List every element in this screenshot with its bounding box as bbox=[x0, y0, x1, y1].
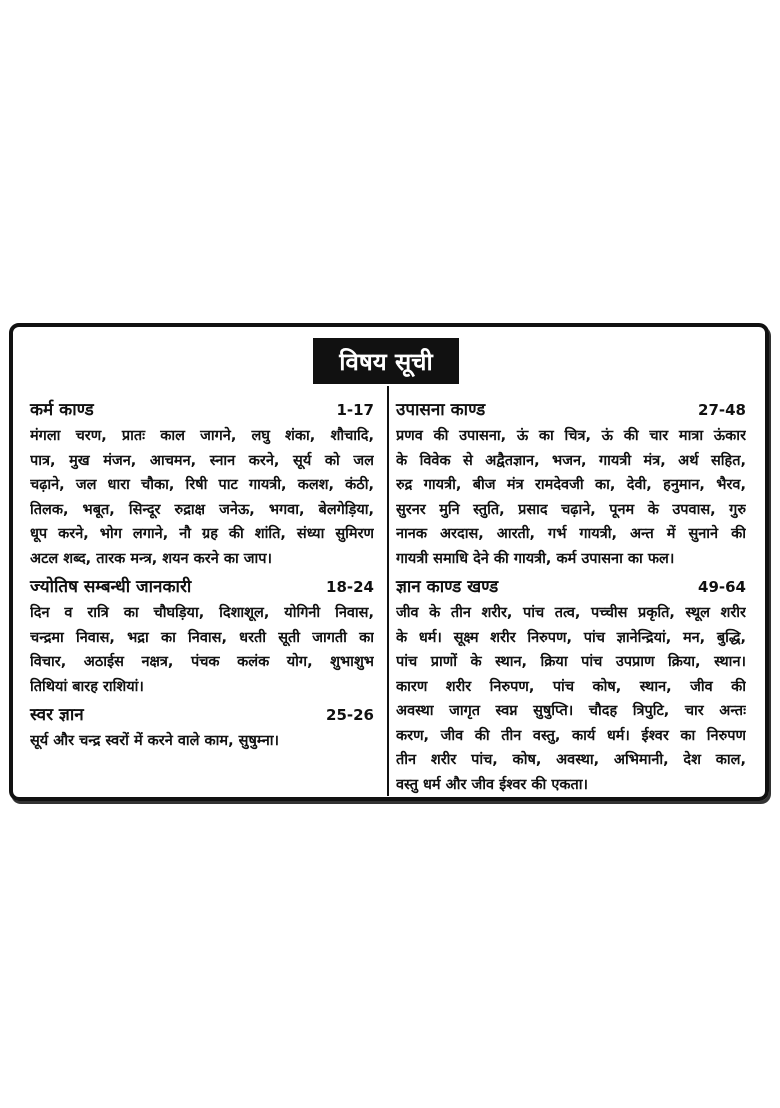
section-text-line: अवस्था जागृत स्वप्न सुषुप्ति। चौदह त्रिपुटि, चार अन्तः bbox=[396, 703, 746, 719]
section-text-line: पांच प्राणों के स्थान, क्रिया पांच उपप्राण क्रिया, स्थान। bbox=[396, 654, 746, 670]
section-text-line: गायत्री समाधि देने की गायत्री, कर्म उपासना का फल। bbox=[396, 550, 675, 567]
left-column bbox=[30, 396, 374, 756]
section-text-line: रुद्र गायत्री, बीज मंत्र रामदेवजी का, देवी, हनुमान, भैरव, bbox=[396, 477, 746, 493]
section-text-line: चढ़ाने, जल धारा चौका, रिषी पाट गायत्री, कलश, कंठी, bbox=[30, 477, 374, 493]
contents-section bbox=[30, 701, 374, 754]
contents-section bbox=[30, 573, 374, 699]
section-title: कर्म काण्ड bbox=[30, 400, 94, 420]
section-text-line: तिलक, भबूत, सिन्दूर रुद्राक्ष जनेऊ, भगवा, बेलगेड़िया, bbox=[30, 501, 374, 518]
section-pages: 27-48 bbox=[698, 401, 746, 419]
section-text-line: जीव के तीन शरीर, पांच तत्व, पच्चीस प्रकृति, स्थूल शरीर bbox=[396, 605, 746, 621]
section-heading-row bbox=[396, 573, 746, 601]
section-text-line: विचार, अठाईस नक्षत्र, पंचक कलंक योग, शुभाशुभ bbox=[30, 654, 374, 670]
section-text-line: नानक अरदास, आरती, गर्भ गायत्री, अन्त में सुनाने की bbox=[396, 526, 746, 542]
section-text-line: चन्द्रमा निवास, भद्रा का निवास, धरती सूती जागती का bbox=[30, 629, 374, 646]
section-pages: 18-24 bbox=[326, 578, 374, 596]
section-text-line: सूर्य और चन्द्र स्वरों में करने वाले काम, सुषुम्ना। bbox=[30, 733, 280, 749]
section-text-line: दिन व रात्रि का चौघड़िया, दिशाशूल, योगिनी निवास, bbox=[30, 605, 374, 621]
section-heading-row bbox=[30, 573, 374, 601]
section-text-line: अटल शब्द, तारक मन्त्र, शयन करने का जाप। bbox=[30, 550, 273, 567]
page-title: विषय सूची bbox=[313, 338, 459, 384]
section-text-line: मंगला चरण, प्रातः काल जागने, लघु शंका, शौचादि, bbox=[30, 428, 374, 444]
section-text-line: धूप करने, भोग लगाने, नौ ग्रह की शांति, संध्या सुमिरण bbox=[30, 526, 374, 542]
section-text-line: के धर्म। सूक्ष्म शरीर निरुपण, पांच ज्ञानेन्द्रियां, मन, बुद्धि, bbox=[396, 629, 746, 646]
section-text-line: करण, जीव की तीन वस्तु, कार्य धर्म। ईश्वर का निरुपण bbox=[396, 727, 746, 744]
section-text-line: के विवेक से अद्वैतज्ञान, भजन, गायत्री मंत्र, अर्थ सहित, bbox=[396, 452, 746, 469]
section-heading-row bbox=[396, 396, 746, 424]
section-text-line: सुरनर मुनि स्तुति, प्रसाद चढ़ाने, पूनम के उपवास, गुरु bbox=[396, 501, 746, 518]
contents-section bbox=[396, 396, 746, 571]
section-pages: 1-17 bbox=[336, 401, 374, 419]
section-text-line: वस्तु धर्म और जीव ईश्वर की एकता। bbox=[396, 776, 589, 793]
section-title: ज्योतिष सम्बन्धी जानकारी bbox=[30, 577, 192, 597]
section-heading-row bbox=[30, 701, 374, 729]
section-text-line: पात्र, मुख मंजन, आचमन, स्नान करने, सूर्य को जल bbox=[30, 452, 374, 469]
section-text-line: कारण शरीर निरुपण, पांच कोष, स्थान, जीव की bbox=[396, 678, 746, 695]
section-title: ज्ञान काण्ड खण्ड bbox=[396, 577, 499, 597]
section-heading-row bbox=[30, 396, 374, 424]
section-pages: 25-26 bbox=[326, 706, 374, 724]
section-text-line: प्रणव की उपासना, ऊं का चित्र, ऊं की चार मात्रा ऊंकार bbox=[396, 428, 746, 444]
section-pages: 49-64 bbox=[698, 578, 746, 596]
section-title: उपासना काण्ड bbox=[396, 400, 486, 420]
column-divider bbox=[387, 386, 389, 796]
section-text-line: तिथियां बारह राशियां। bbox=[30, 678, 144, 695]
section-title: स्वर ज्ञान bbox=[30, 705, 84, 725]
contents-section bbox=[396, 573, 746, 797]
section-text-line: तीन शरीर पांच, कोष, अवस्था, अभिमानी, देश काल, bbox=[396, 752, 746, 768]
right-column bbox=[396, 396, 746, 799]
contents-section bbox=[30, 396, 374, 571]
